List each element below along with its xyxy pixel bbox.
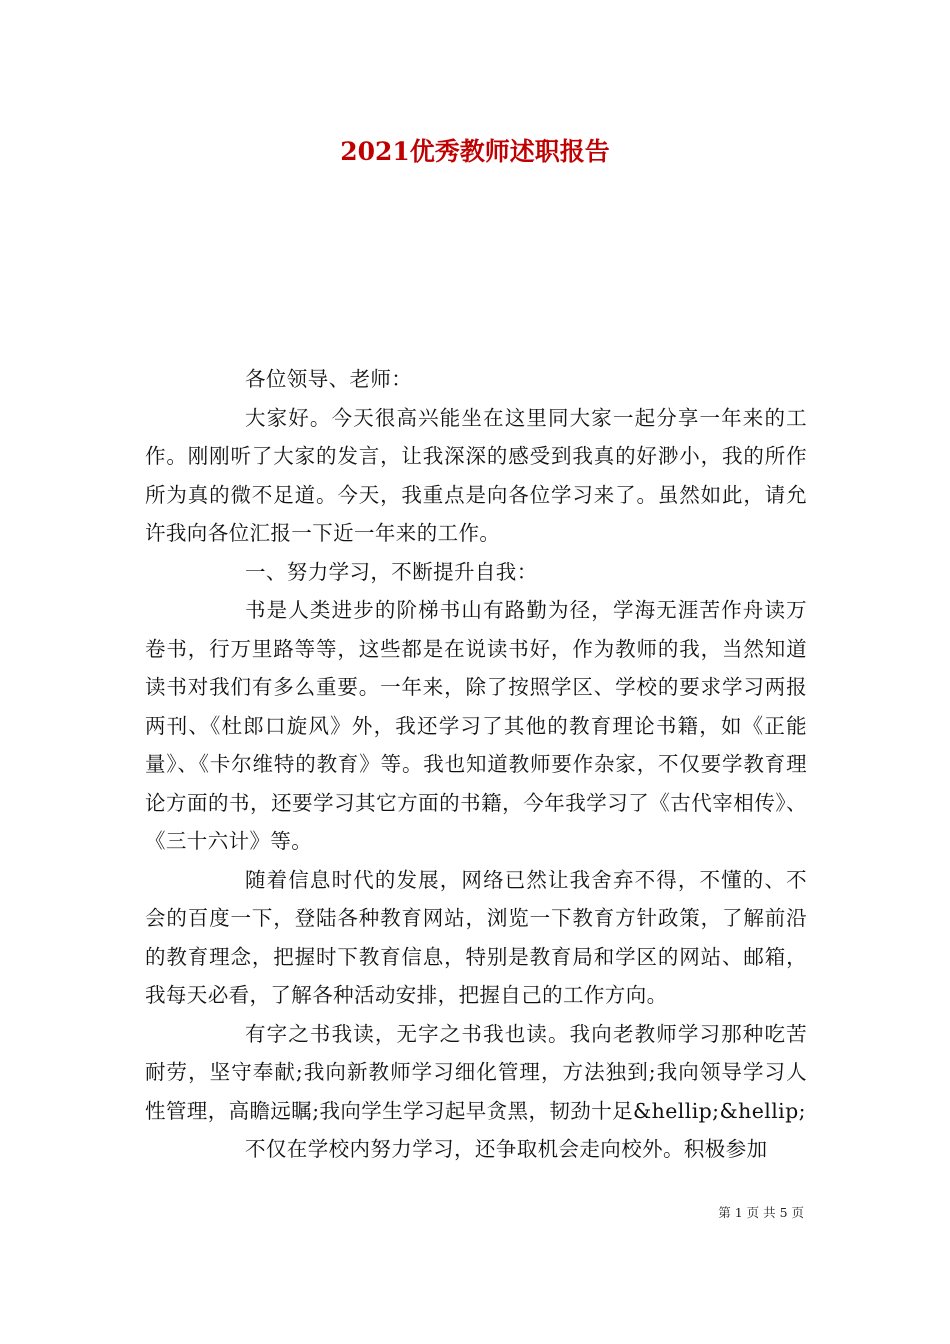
paragraph-learning-from-others: 有字之书我读，无字之书我也读。我向老教师学习那种吃苦耐劳，坚守奉献;我向新教师学习细化管理，方法独到;我向领导学习人性管理，高瞻远瞩;我向学生学习起早贪黑，韧劲十足&hellip;&hellip; [145,1021,807,1123]
page-number: 第 1 页 共 5 页 [718,1205,804,1220]
document-title: 2021优秀教师述职报告 [340,137,610,166]
paragraph-greeting: 大家好。今天很高兴能坐在这里同大家一起分享一年来的工作。刚刚听了大家的发言，让我深深的感受到我真的好渺小，我的所作所为真的微不足道。今天，我重点是向各位学习来了。虽然如此，请允许我向各位汇报一下近一年来的工作。 [145,405,807,545]
document-body [145,360,807,1169]
paragraph-outside-school: 不仅在学校内努力学习，还争取机会走向校外。积极参加 [245,1137,768,1161]
paragraph-internet: 随着信息时代的发展，网络已然让我舍弃不得，不懂的、不会的百度一下，登陆各种教育网站，浏览一下教育方针政策，了解前沿的教育理念，把握时下教育信息，特别是教育局和学区的网站、邮箱，我每天必看，了解各种活动安排，把握自己的工作方向。 [145,867,807,1007]
section-heading-1: 一、努力学习，不断提升自我： [245,559,538,584]
salutation: 各位领导、老师： [245,367,413,391]
paragraph-reading: 书是人类进步的阶梯书山有路勤为径，学海无涯苦作舟读万卷书，行万里路等等，这些都是在说读书好，作为教师的我，当然知道读书对我们有多么重要。一年来，除了按照学区、学校的要求学习两报两刊、《杜郎口旋风》外，我还学习了其他的教育理论书籍，如《正能量》、《卡尔维特的教育》等。我也知道教师要作杂家，不仅要学教育理论方面的书，还要学习其它方面的书籍，今年我学习了《古代宰相传》、《三十六计》等。 [145,598,807,853]
